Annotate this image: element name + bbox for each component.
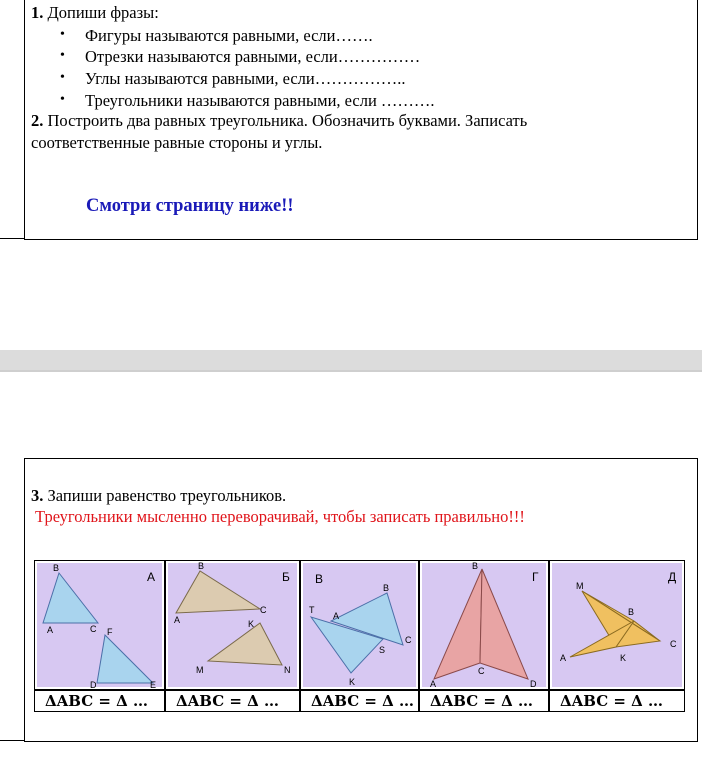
figure-letter: Г [532,570,539,584]
bullet-item: Треугольники называются равными, если ………. [85,91,435,110]
bullet-icon: • [60,48,65,63]
vertex-label: N [284,665,291,675]
bullet-icon: • [60,27,65,42]
figure-a [34,560,165,690]
vertex-label: D [530,679,537,689]
answer-cell-d: ΔABC = Δ … [549,690,685,712]
figure-b [165,560,300,690]
task3-heading: 3. Запиши равенство треугольников. [31,486,287,505]
vertex-label: C [405,635,412,645]
vertex-label: A [174,615,181,625]
figure-d-drawing [550,561,684,689]
figure-v-drawing [301,561,418,689]
vertex-label: C [670,639,677,649]
vertex-label: C [260,605,267,615]
vertex-label: E [150,680,157,689]
answer-cell-b: ΔABC = Δ … [165,690,300,712]
vertex-label: B [383,583,390,593]
task1-heading: 1. Допиши фразы: [31,3,159,22]
vertex-label: F [107,627,113,637]
vertex-label: D [90,680,97,689]
figure-letter: А [147,570,156,584]
vertex-label: B [628,607,635,617]
vertex-label: B [53,563,60,573]
vertex-label: S [379,645,386,655]
vertex-label: C [90,624,97,634]
bullet-item: Отрезки называются равными, если…………… [85,47,421,66]
figure-letter: Б [282,570,290,584]
vertex-label: K [349,677,356,687]
page-separator [0,350,702,372]
bullet-icon: • [60,92,65,107]
vertex-label: B [472,561,479,571]
task2-line2: соответственные равные стороны и углы. [31,133,323,152]
figure-letter: В [315,572,324,586]
bullet-item: Фигуры называются равными, если……. [85,26,373,45]
page-separator-shadow [0,370,702,372]
vertex-label: T [309,605,315,615]
divider [0,238,24,239]
bullet-item: Углы называются равными, если…………….. [85,69,406,88]
vertex-label: A [47,625,54,635]
vertex-label: M [576,581,584,591]
figure-d [549,560,685,690]
vertex-label: K [248,619,255,629]
figure-b-drawing [166,561,299,689]
figure-g [419,560,549,690]
vertex-label: M [196,665,204,675]
task3-hint: Треугольники мысленно переворачивай, чтобы записать правильно!!! [35,507,525,526]
figure-g-drawing [420,561,548,689]
vertex-label: A [333,611,340,621]
figure-a-drawing [35,561,164,689]
divider [0,740,24,741]
figure-v [300,560,419,690]
vertex-label: K [620,653,627,663]
answer-cell-v: ΔABC = Δ … [300,690,419,712]
vertex-label: C [478,666,485,676]
vertex-label: A [430,679,437,689]
see-below-note: Смотри страницу ниже!! [86,196,294,216]
figure-letter: Д [668,570,677,584]
answer-cell-g: ΔABC = Δ … [419,690,549,712]
answer-cell-a: ΔABC = Δ … [34,690,165,712]
bullet-icon: • [60,70,65,85]
vertex-label: A [560,653,567,663]
vertex-label: B [198,561,205,571]
task2-line1: 2. Построить два равных треугольника. Обозначить буквами. Записать [31,111,528,130]
